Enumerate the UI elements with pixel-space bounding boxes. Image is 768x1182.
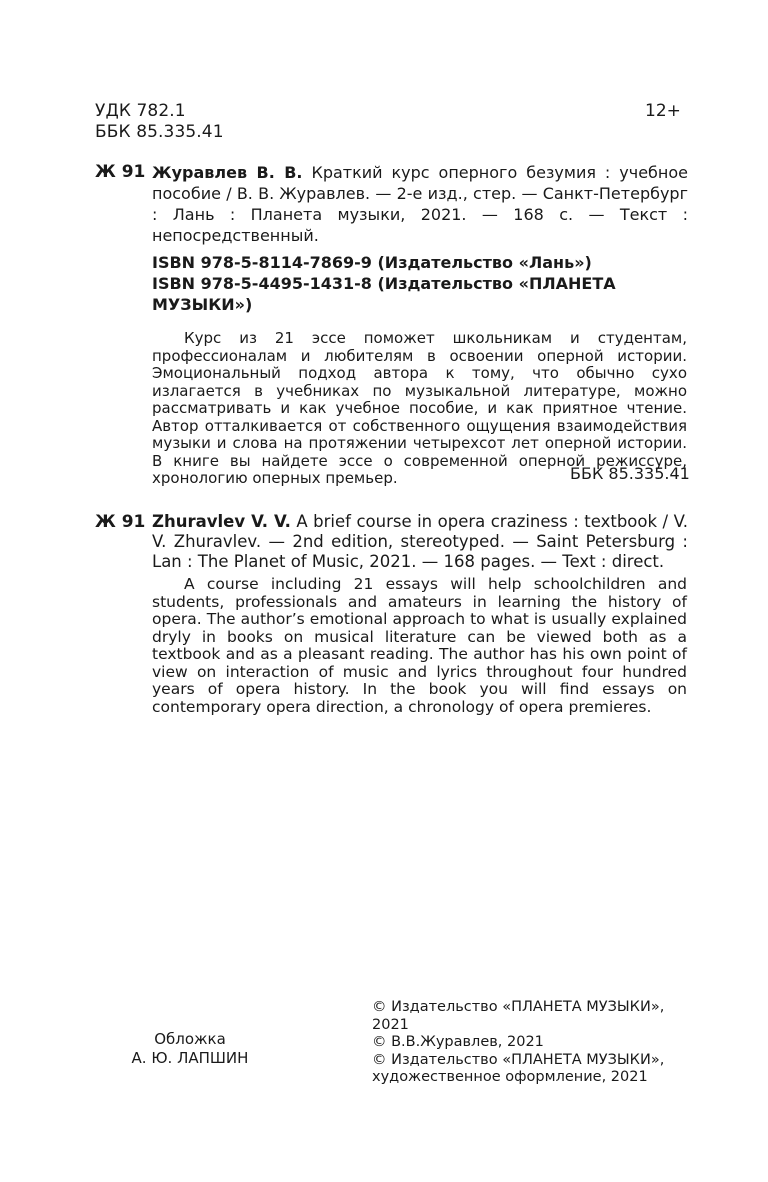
entry-ru-body xyxy=(152,162,688,246)
author-name: Журавлев В. В. xyxy=(152,163,303,182)
author-sign-en: Ж 91 xyxy=(95,512,146,532)
copyright-line: © Издательство «ПЛАНЕТА МУЗЫКИ», xyxy=(372,1051,665,1068)
author-sign: Ж 91 xyxy=(95,162,146,182)
copyright-block xyxy=(372,999,702,1087)
annotation-en: A course including 21 essays will help schoolchildren and students, professionals and amateurs in learning the history of opera. The author’s emotional approach to what is usually explained dryly in books on musical literature can be viewed both as a textbook and as a pleasant reading. The author has his own point of view on interaction of music and lyrics throughout four hundred years of opera history. In the book you will find essays on contemporary opera direction, a chronology of opera premieres. xyxy=(152,575,687,716)
entry-en-body xyxy=(152,512,688,572)
cover-artist: А. Ю. ЛАПШИН xyxy=(131,1049,249,1067)
bbk-code: ББК 85.335.41 xyxy=(95,122,224,142)
isbn-list xyxy=(152,252,692,315)
author-name-en: Zhuravlev V. V. xyxy=(152,512,291,531)
annotation-ru: Курс из 21 эссе поможет школьникам и студентам, профессионалам и любителям в освоении оперной истории. Эмоциональный подход автора к тому, что обычно сухо излагается в учебниках по музыкальной литературе, можно рассматривать и как учебное пособие, и как приятное чтение. Автор отталкивается от собственного ощущения взаимодействия музыки и слова на протяжении четырехсот лет оперной истории. В книге вы найдете эссе о современной оперной режиссуре, хронологию оперных премьер. xyxy=(152,329,687,487)
udk-code: УДК 782.1 xyxy=(95,101,186,121)
entry-en-text: A brief course in opera craziness : textbook / V. V. Zhuravlev. — 2nd edition, stereotyped. — Saint Petersburg : Lan : The Planet of Music, 2021. — 168 pages. — Text : direct. xyxy=(152,512,688,571)
isbn-planeta: ISBN 978-5-4495-1431-8 (Издательство «ПЛАНЕТА МУЗЫКИ») xyxy=(152,274,616,314)
cover-label: Обложка xyxy=(154,1030,226,1048)
copyright-line: © В.В.Журавлев, 2021 xyxy=(372,1034,544,1050)
copyright-line: © Издательство «ПЛАНЕТА МУЗЫКИ», 2021 xyxy=(372,999,665,1033)
cover-credit xyxy=(120,1030,260,1068)
copyright-line: художественное оформление, 2021 xyxy=(372,1069,648,1085)
age-rating: 12+ xyxy=(645,101,681,121)
bbk-code-bottom: ББК 85.335.41 xyxy=(570,464,690,483)
isbn-lan: ISBN 978-5-8114-7869-9 (Издательство «Лань») xyxy=(152,253,592,272)
entry-ru-text: Краткий курс оперного безумия : учебное пособие / В. В. Журавлев. — 2-е изд., стер. — Санкт-Петербург : Лань : Планета музыки, 2021. — 168 с. — Текст : непосредственный. xyxy=(152,163,689,245)
